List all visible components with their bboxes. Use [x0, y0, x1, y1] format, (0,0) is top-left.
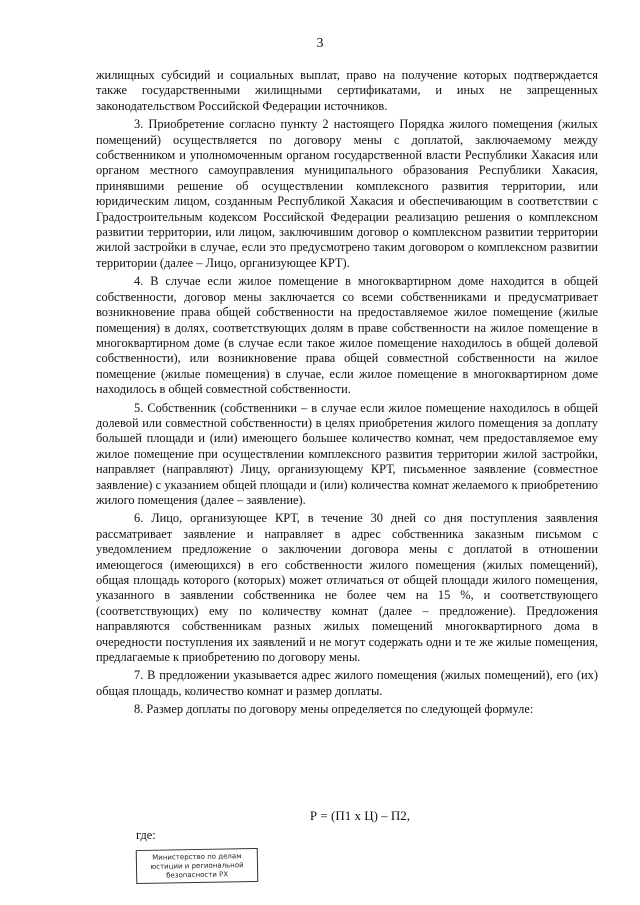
payment-formula: Р = (П1 х Ц) – П2,: [309, 808, 411, 823]
paragraph-item-3: 3. Приобретение согласно пункту 2 настоящего Порядка жилого помещения (жилых помещений) осуществляется по договору мены с доплатой, заключаемому между собственником и уполномоченным органом государственной власти Республики Хакасия или органом местного самоуправления муниципального образования Республики Хакасия, принявшими решение об осуществлении комплексного развития территории, или юридическим лицом, созданным Республикой Хакасия и обеспечивающим в соответствии с Градостроительным кодексом Российской Федерации реализацию решения о комплексном развитии территории, или лицом, заключившим договор о комплексном развитии территории жилой застройки в случае, если это предусмотрено таким договором о комплексном развитии территории (далее – Лицо, организующее КРТ).: [96, 117, 598, 270]
registration-stamp: [136, 848, 259, 884]
stamp-line: юстиции и региональной: [150, 861, 244, 871]
stamp-line: Министерство по делам: [152, 852, 242, 862]
paragraph-item-8: 8. Размер доплаты по договору мены определяется по следующей формуле:: [134, 702, 534, 717]
paragraph-item-5: 5. Собственник (собственники – в случае если жилое помещение находилось в общей долевой или совместной собственности) в целях приобретения жилого помещения за доплату большей площади и (или) имеющего большее количество комнат, чем предоставляемое ему жилое помещение при осуществлении комплексного развития территории жилой застройки, направляет (направляют) Лицу, организующему КРТ, письменное заявление (совместное заявление) с указанием общей площади и (или) количества комнат желаемого к приобретению жилого помещения (далее – заявление).: [96, 400, 598, 507]
document-body: [96, 68, 598, 721]
page-number: 3: [316, 36, 324, 51]
paragraph-continuation: жилищных субсидий и социальных выплат, право на получение которых подтверждается также государственными жилищными сертификатами, и иных не запрещенных законодательством Российской Федерации источников.: [96, 68, 598, 113]
paragraph-item-7: 7. В предложении указывается адрес жилого помещения (жилых помещений), его (их) общая площадь, количество комнат и размер доплаты.: [96, 668, 598, 698]
formula-where-label: где:: [136, 828, 156, 842]
paragraph-item-6: 6. Лицо, организующее КРТ, в течение 30 дней со дня поступления заявления рассматривает заявление и направляет в адрес собственника заказным письмом с уведомлением предложение о заключении договора мены с доплатой в отношении имеющегося (имеющихся) в его собственности жилого помещения (жилых помещений), общая площадь которого (которых) может отличаться от общей площади жилого помещения, указанного в заявлении собственника не более чем на 15 %, и соответствующего (соответствующих) ему по количеству комнат (далее – предложение). Предложения направляются собственникам разных жилых помещений многоквартирного дома в очередности поступления их заявлений и не могут содержать одни и те же жилые помещения, предлагаемые к приобретению по договору мены.: [96, 511, 598, 665]
stamp-line: безопасности РХ: [166, 870, 229, 880]
paragraph-item-4: 4. В случае если жилое помещение в многоквартирном доме находится в общей собственности, договор мены заключается со всеми собственниками и предусматривает возникновение права общей собственности на предоставляемое жилое помещение (жилые помещения) в долях, соответствующих долям в праве собственности на жилое помещение в многоквартирном доме (в случае если такое жилое помещение находилось в общей долевой собственности), или возникновение права общей совместной собственности на жилое помещение (жилые помещения) в случае, если жилое помещение в многоквартирном доме находилось в общей совместной собственности.: [96, 274, 598, 397]
